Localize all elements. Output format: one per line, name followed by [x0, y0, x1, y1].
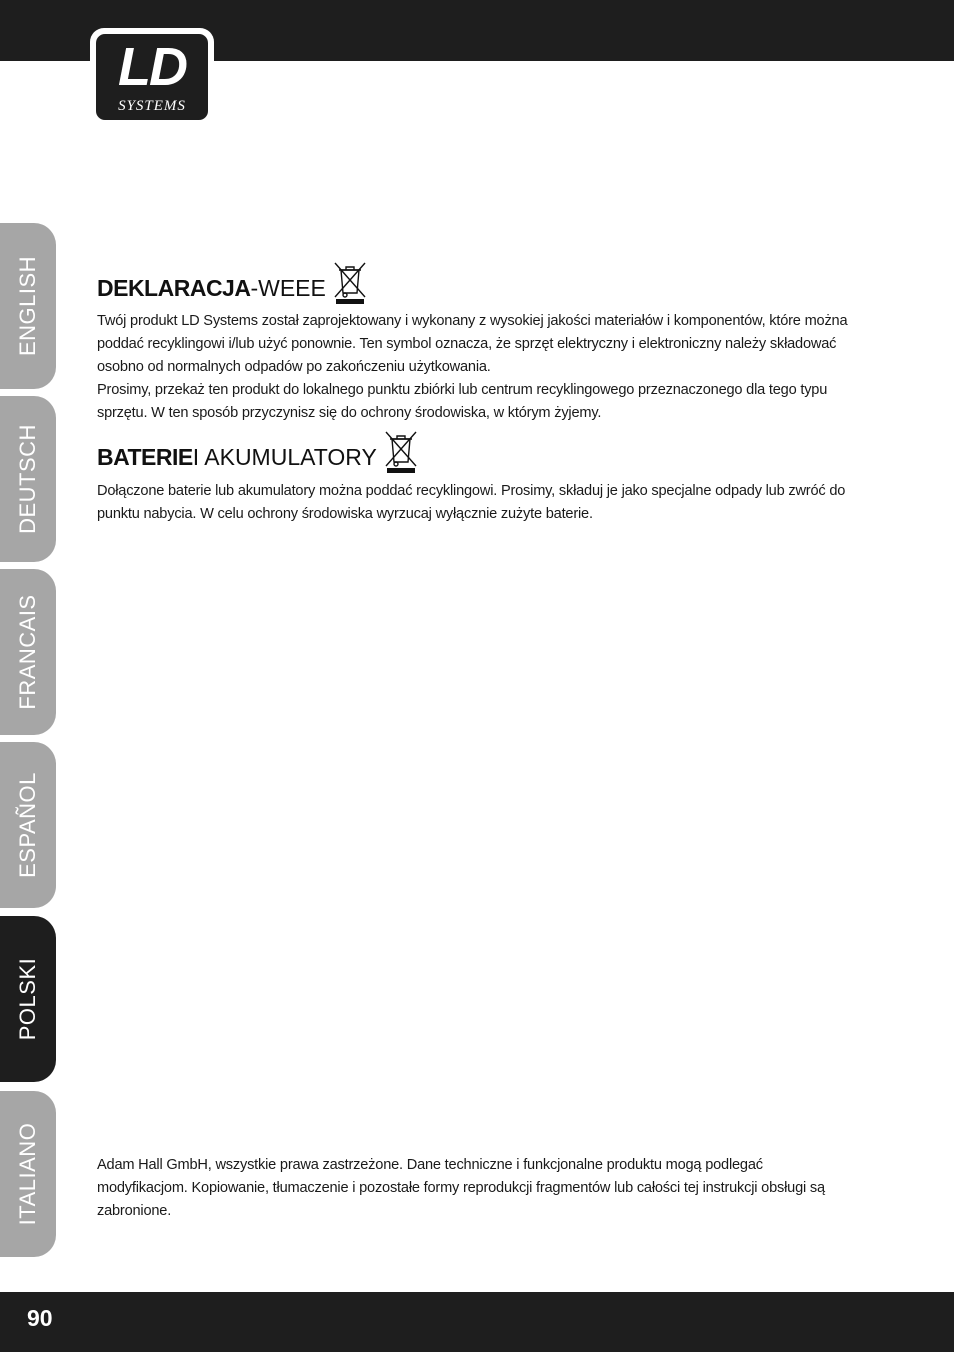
tab-label: ITALIANO [15, 1122, 40, 1226]
weee-paragraph-2: Prosimy, przekaż ten produkt do lokalnego punktu zbiórki lub centrum recyklingowego przeznaczonego dla tego typu sprzętu. W ten sposób przyczynisz się do ochrony środowiska, w którym żyjemy. [97, 382, 828, 421]
weee-body [97, 310, 867, 425]
batteries-heading [97, 427, 419, 471]
logo-main-text: LD [118, 37, 186, 97]
weee-paragraph-1: Twój produkt LD Systems został zaprojektowany i wykonany z wysokiej jakości materiałów i komponentów, które można poddać recyklingowi i/lub użyć ponownie. Ten symbol oznacza, że sprzęt elektryczny i elektroniczny należy składować osobno od normalnych odpadów po zakończeniu użytkowania. [97, 313, 848, 375]
language-tab-english[interactable] [0, 223, 56, 389]
tab-label: ENGLISH [15, 255, 40, 357]
batteries-heading-light: I AKUMULATORY [192, 444, 377, 470]
crossed-out-wheelie-bin-icon [383, 428, 419, 479]
language-tab-espanol[interactable] [0, 742, 56, 908]
tab-label: ESPAÑOL [15, 772, 40, 878]
page-number: 90 [27, 1305, 53, 1331]
language-tab-deutsch[interactable] [0, 396, 56, 562]
bottom-footer-bar [0, 1292, 954, 1352]
tab-label: POLSKI [15, 957, 40, 1041]
language-tab-polski[interactable] [0, 916, 56, 1082]
ld-systems-logo [90, 28, 214, 126]
language-tab-francais[interactable] [0, 569, 56, 735]
tab-label: DEUTSCH [15, 424, 40, 534]
tab-label: FRANCAIS [15, 594, 40, 710]
batteries-paragraph: Dołączone baterie lub akumulatory można poddać recyklingowi. Prosimy, składuj je jako specjalne odpady lub zwróć do punktu nabycia. W celu ochrony środowiska wyrzucaj wyłącznie zużyte baterie. [97, 483, 846, 522]
weee-heading [97, 258, 368, 302]
logo-badge [94, 32, 210, 122]
logo-sub-text: SYSTEMS [118, 98, 186, 114]
batteries-body [97, 480, 867, 526]
weee-heading-bold: DEKLARACJA [97, 275, 251, 301]
language-tab-italiano[interactable] [0, 1091, 56, 1257]
batteries-heading-bold: BATERIE [97, 444, 193, 470]
legal-note-text: Adam Hall GmbH, wszystkie prawa zastrzeżone. Dane techniczne i funkcjonalne produktu mogą podlegać modyfikacjom. Kopiowanie, tłumaczenie i pozostałe formy reprodukcji fragmentów lub całości tej instrukcji obsługi są zabronione. [97, 1157, 825, 1219]
weee-heading-light: -WEEE [250, 275, 326, 301]
crossed-out-wheelie-bin-icon [332, 259, 368, 310]
legal-note [97, 1154, 837, 1223]
